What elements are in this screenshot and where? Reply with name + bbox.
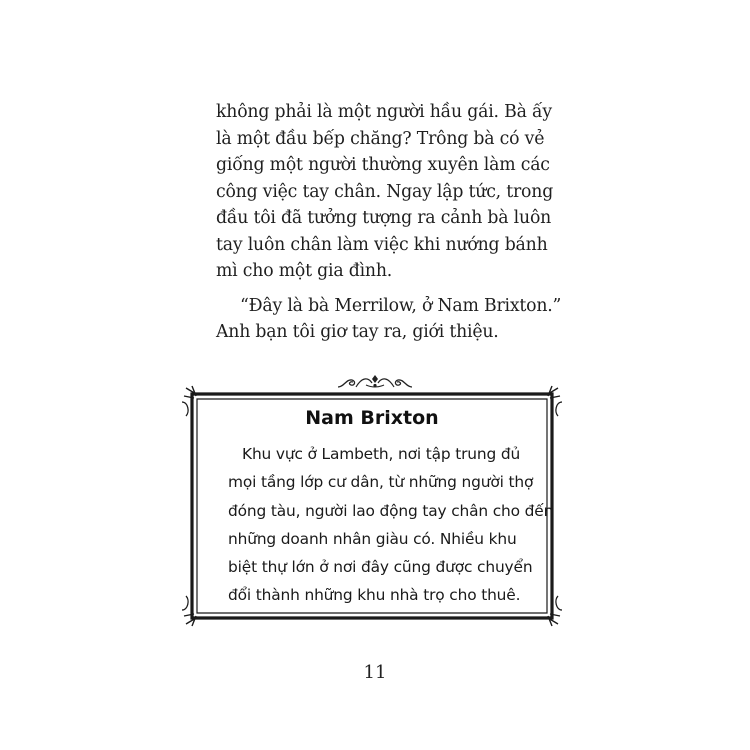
page-number: 11 xyxy=(363,662,387,683)
main-text xyxy=(216,99,562,346)
text-line: đầu tôi đã tưởng tượng ra cảnh bà luôn xyxy=(216,208,552,228)
text-line: công việc tay chân. Ngay lập tức, trong xyxy=(216,181,554,202)
box-text-line: biệt thự lớn ở nơi đây cũng được chuyển xyxy=(228,558,533,577)
text-line: là một đầu bếp chăng? Trông bà có vẻ xyxy=(216,128,545,149)
text-line: không phải là một người hầu gái. Bà ấy xyxy=(216,102,552,122)
box-text-line: mọi tầng lớp cư dân, từ những người thợ xyxy=(228,473,534,492)
box-title: Nam Brixton xyxy=(305,407,439,429)
text-line: Anh bạn tôi giơ tay ra, giới thiệu. xyxy=(216,322,499,342)
text-line: tay luôn chân làm việc khi nướng bánh xyxy=(216,234,548,255)
box-text-line: những doanh nhân giàu có. Nhiều khu xyxy=(228,529,517,548)
box-text-line: đóng tàu, người lao động tay chân cho đến xyxy=(228,501,554,520)
text-line: “Đây là bà Merrilow, ở Nam Brixton.” xyxy=(240,295,562,316)
box-text xyxy=(228,440,554,610)
box-text-line: đổi thành những khu nhà trọ cho thuê. xyxy=(228,586,521,605)
text-line: mì cho một gia đình. xyxy=(216,261,393,281)
text-line: giống một người thường xuyên làm các xyxy=(216,155,550,175)
box-text-line: Khu vực ở Lambeth, nơi tập trung đủ xyxy=(242,445,521,463)
